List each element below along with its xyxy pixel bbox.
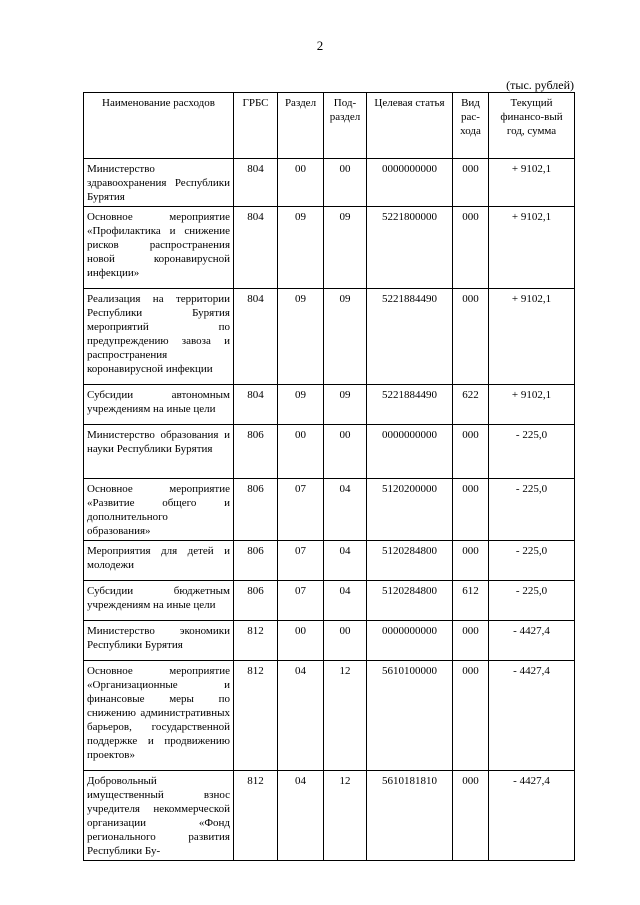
units-label: (тыс. рублей) <box>506 78 574 92</box>
cell-sum: - 225,0 <box>489 581 575 621</box>
cell-sum: + 9102,1 <box>489 159 575 207</box>
cell-grbs: 812 <box>234 771 278 861</box>
table-row <box>84 621 575 661</box>
cell-razdel: 07 <box>278 479 324 541</box>
header-target: Целевая статья <box>367 93 453 159</box>
cell-target: 0000000000 <box>367 425 453 479</box>
cell-podrazdel: 04 <box>324 541 367 581</box>
cell-target: 5221800000 <box>367 207 453 289</box>
page-number: 2 <box>316 38 324 53</box>
cell-name: Основное мероприятие «Развитие общего и дополнительного образования» <box>84 479 234 541</box>
table-row <box>84 289 575 385</box>
cell-grbs: 806 <box>234 581 278 621</box>
cell-podrazdel: 00 <box>324 159 367 207</box>
cell-target: 5610181810 <box>367 771 453 861</box>
cell-razdel: 00 <box>278 159 324 207</box>
cell-podrazdel: 12 <box>324 771 367 861</box>
cell-razdel: 00 <box>278 425 324 479</box>
cell-vid: 000 <box>453 479 489 541</box>
cell-sum: + 9102,1 <box>489 207 575 289</box>
table-row <box>84 385 575 425</box>
cell-name: Министерство образования и науки Республики Бурятия <box>84 425 234 479</box>
cell-vid: 622 <box>453 385 489 425</box>
cell-sum: + 9102,1 <box>489 385 575 425</box>
cell-podrazdel: 04 <box>324 479 367 541</box>
table-row <box>84 581 575 621</box>
header-vid: Вид рас-хода <box>453 93 489 159</box>
cell-grbs: 812 <box>234 661 278 771</box>
cell-vid: 000 <box>453 771 489 861</box>
budget-table <box>83 92 575 861</box>
cell-grbs: 804 <box>234 159 278 207</box>
table-row <box>84 479 575 541</box>
header-razdel: Раздел <box>278 93 324 159</box>
cell-grbs: 806 <box>234 541 278 581</box>
cell-grbs: 806 <box>234 425 278 479</box>
cell-razdel: 07 <box>278 541 324 581</box>
cell-name: Добровольный имущественный взнос учредителя некоммерческой организации «Фонд регионального развития Республики Бу- <box>84 771 234 861</box>
cell-podrazdel: 09 <box>324 289 367 385</box>
table-header-row <box>84 93 575 159</box>
cell-razdel: 09 <box>278 207 324 289</box>
cell-vid: 000 <box>453 159 489 207</box>
cell-grbs: 806 <box>234 479 278 541</box>
table-row <box>84 207 575 289</box>
cell-name: Мероприятия для детей и молодежи <box>84 541 234 581</box>
cell-name: Основное мероприятие «Организационные и финансовые меры по снижению административных барьеров, государственной поддержке и продвижению проектов» <box>84 661 234 771</box>
table-row <box>84 661 575 771</box>
header-grbs: ГРБС <box>234 93 278 159</box>
header-podrazdel: Под-раздел <box>324 93 367 159</box>
cell-razdel: 04 <box>278 771 324 861</box>
table-row <box>84 771 575 861</box>
cell-razdel: 09 <box>278 385 324 425</box>
cell-vid: 612 <box>453 581 489 621</box>
cell-target: 0000000000 <box>367 159 453 207</box>
header-name: Наименование расходов <box>84 93 234 159</box>
cell-name: Реализация на территории Республики Бурятия мероприятий по предупреждению завоза и распространения коронавирусной инфекции <box>84 289 234 385</box>
header-sum: Текущий финансо-вый год, сумма <box>489 93 575 159</box>
cell-sum: - 4427,4 <box>489 661 575 771</box>
cell-podrazdel: 09 <box>324 207 367 289</box>
cell-sum: - 4427,4 <box>489 771 575 861</box>
cell-target: 5120284800 <box>367 541 453 581</box>
cell-sum: - 225,0 <box>489 479 575 541</box>
cell-name: Министерство экономики Республики Бурятия <box>84 621 234 661</box>
table-row <box>84 541 575 581</box>
cell-grbs: 804 <box>234 207 278 289</box>
cell-vid: 000 <box>453 541 489 581</box>
cell-sum: - 225,0 <box>489 541 575 581</box>
cell-target: 5120284800 <box>367 581 453 621</box>
cell-grbs: 812 <box>234 621 278 661</box>
cell-target: 5610100000 <box>367 661 453 771</box>
cell-vid: 000 <box>453 621 489 661</box>
cell-sum: + 9102,1 <box>489 289 575 385</box>
table-row <box>84 159 575 207</box>
cell-podrazdel: 00 <box>324 425 367 479</box>
cell-podrazdel: 04 <box>324 581 367 621</box>
cell-sum: - 4427,4 <box>489 621 575 661</box>
cell-razdel: 00 <box>278 621 324 661</box>
cell-vid: 000 <box>453 661 489 771</box>
cell-target: 5221884490 <box>367 385 453 425</box>
cell-name: Субсидии автономным учреждениям на иные цели <box>84 385 234 425</box>
cell-razdel: 04 <box>278 661 324 771</box>
cell-grbs: 804 <box>234 385 278 425</box>
cell-target: 5221884490 <box>367 289 453 385</box>
cell-vid: 000 <box>453 207 489 289</box>
cell-name: Субсидии бюджетным учреждениям на иные цели <box>84 581 234 621</box>
cell-podrazdel: 12 <box>324 661 367 771</box>
cell-target: 5120200000 <box>367 479 453 541</box>
cell-target: 0000000000 <box>367 621 453 661</box>
cell-name: Основное мероприятие «Профилактика и снижение рисков распространения новой коронавирусной инфекции» <box>84 207 234 289</box>
table-row <box>84 425 575 479</box>
cell-vid: 000 <box>453 425 489 479</box>
cell-podrazdel: 00 <box>324 621 367 661</box>
cell-razdel: 07 <box>278 581 324 621</box>
cell-podrazdel: 09 <box>324 385 367 425</box>
cell-grbs: 804 <box>234 289 278 385</box>
cell-vid: 000 <box>453 289 489 385</box>
cell-sum: - 225,0 <box>489 425 575 479</box>
cell-name: Министерство здравоохранения Республики Бурятия <box>84 159 234 207</box>
cell-razdel: 09 <box>278 289 324 385</box>
